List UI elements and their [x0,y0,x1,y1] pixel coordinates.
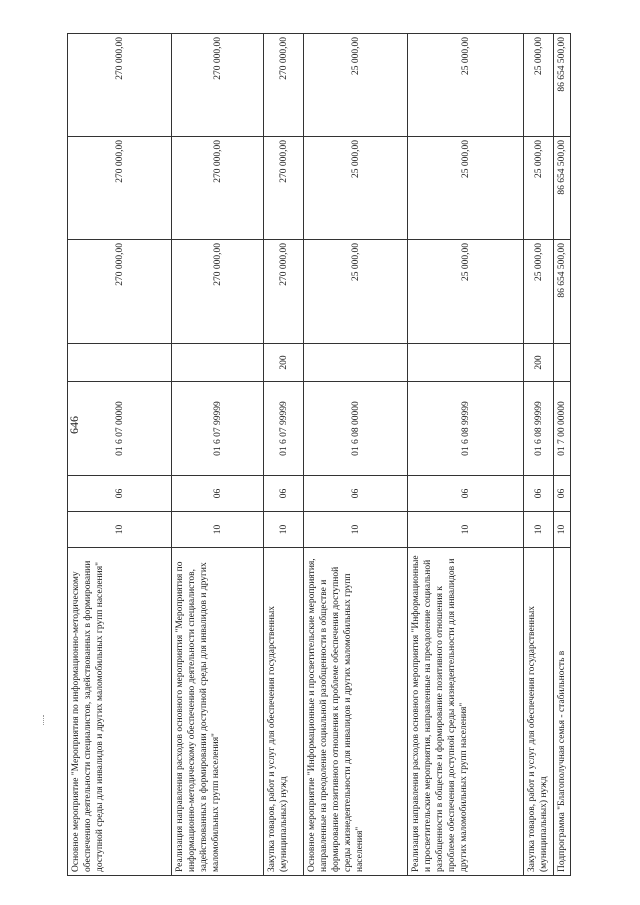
row-amount-3: 25 000,00 [408,34,524,137]
table-row [68,34,172,876]
row-amount-1: 25 000,00 [304,240,408,344]
row-amount-2: 25 000,00 [304,137,408,240]
row-target-article: 01 6 07 99999 [264,382,304,476]
row-expense-type [172,344,264,382]
row-target-article: 01 6 08 00000 [304,382,408,476]
row-subsection-code: 06 [408,476,524,512]
row-amount-1: 270 000,00 [172,240,264,344]
row-amount-2: 86 654 500,00 [554,137,571,240]
row-subsection-code: 06 [172,476,264,512]
table-row [554,34,571,876]
row-amount-3: 86 654 500,00 [554,34,571,137]
row-description: Закупка товаров, работ и услуг для обеспечения государственных (муниципальных) нужд [524,548,554,876]
row-amount-2: 25 000,00 [524,137,554,240]
row-section-code: 10 [408,512,524,548]
row-description: Реализация направления расходов основного мероприятия "Информационные и просветительские мероприятия, направленные на преодоление социальной разобщенности в обществе и формирование позитивного отношения к проблеме обеспечения доступной среды жизнедеятельности для инвалидов и других маломобильных групп населения" [408,548,524,876]
scan-mark [43,715,46,725]
table-row [408,34,524,876]
row-expense-type [304,344,408,382]
row-section-code: 10 [524,512,554,548]
row-amount-3: 25 000,00 [304,34,408,137]
row-section-code: 10 [554,512,571,548]
row-amount-3: 270 000,00 [264,34,304,137]
row-amount-1: 25 000,00 [524,240,554,344]
row-target-article: 01 6 07 99999 [172,382,264,476]
row-amount-2: 270 000,00 [68,137,172,240]
row-description: Основное мероприятие "Мероприятия по информационно-методическому обеспечению деятельности специалистов, задействованных в формировании доступной среды для инвалидов и других маломобильных групп населения" [68,548,172,876]
row-amount-2: 25 000,00 [408,137,524,240]
row-section-code: 10 [68,512,172,548]
row-amount-1: 86 654 500,00 [554,240,571,344]
row-subsection-code: 06 [68,476,172,512]
row-description: Подпрограмма "Благополучная семья - стабильность в [554,548,571,876]
row-amount-1: 270 000,00 [264,240,304,344]
row-target-article: 01 6 07 00000 [68,382,172,476]
page-number: 646 [67,416,81,434]
row-amount-3: 270 000,00 [172,34,264,137]
row-expense-type: 200 [264,344,304,382]
row-section-code: 10 [172,512,264,548]
row-expense-type: 200 [524,344,554,382]
rotated-table-container [67,34,569,876]
row-subsection-code: 06 [304,476,408,512]
row-subsection-code: 06 [524,476,554,512]
row-section-code: 10 [304,512,408,548]
row-amount-3: 25 000,00 [524,34,554,137]
row-description: Основное мероприятие "Информационные и просветительские мероприятия, направленные на преодоление социальной разобщенности в обществе и формирование позитивного отношения к проблеме обеспечения доступной среды жизнедеятельности для инвалидов и других маломобильных групп населения" [304,548,408,876]
row-expense-type [554,344,571,382]
row-amount-2: 270 000,00 [264,137,304,240]
row-target-article: 01 6 08 99999 [524,382,554,476]
row-expense-type [68,344,172,382]
row-description: Закупка товаров, работ и услуг для обеспечения государственных (муниципальных) нужд [264,548,304,876]
table-row [264,34,304,876]
row-amount-2: 270 000,00 [172,137,264,240]
row-expense-type [408,344,524,382]
row-amount-1: 270 000,00 [68,240,172,344]
table-row [172,34,264,876]
row-target-article: 01 6 08 99999 [408,382,524,476]
table-row [304,34,408,876]
row-description: Реализация направления расходов основного мероприятия "Мероприятия по информационно-методическому обеспечению деятельности специалистов, задействованных в формировании доступной среды для инвалидов и других маломобильных групп населения" [172,548,264,876]
row-target-article: 01 7 00 00000 [554,382,571,476]
row-amount-3: 270 000,00 [68,34,172,137]
row-subsection-code: 06 [554,476,571,512]
table-row [524,34,554,876]
budget-table [67,33,571,876]
row-section-code: 10 [264,512,304,548]
row-subsection-code: 06 [264,476,304,512]
row-amount-1: 25 000,00 [408,240,524,344]
